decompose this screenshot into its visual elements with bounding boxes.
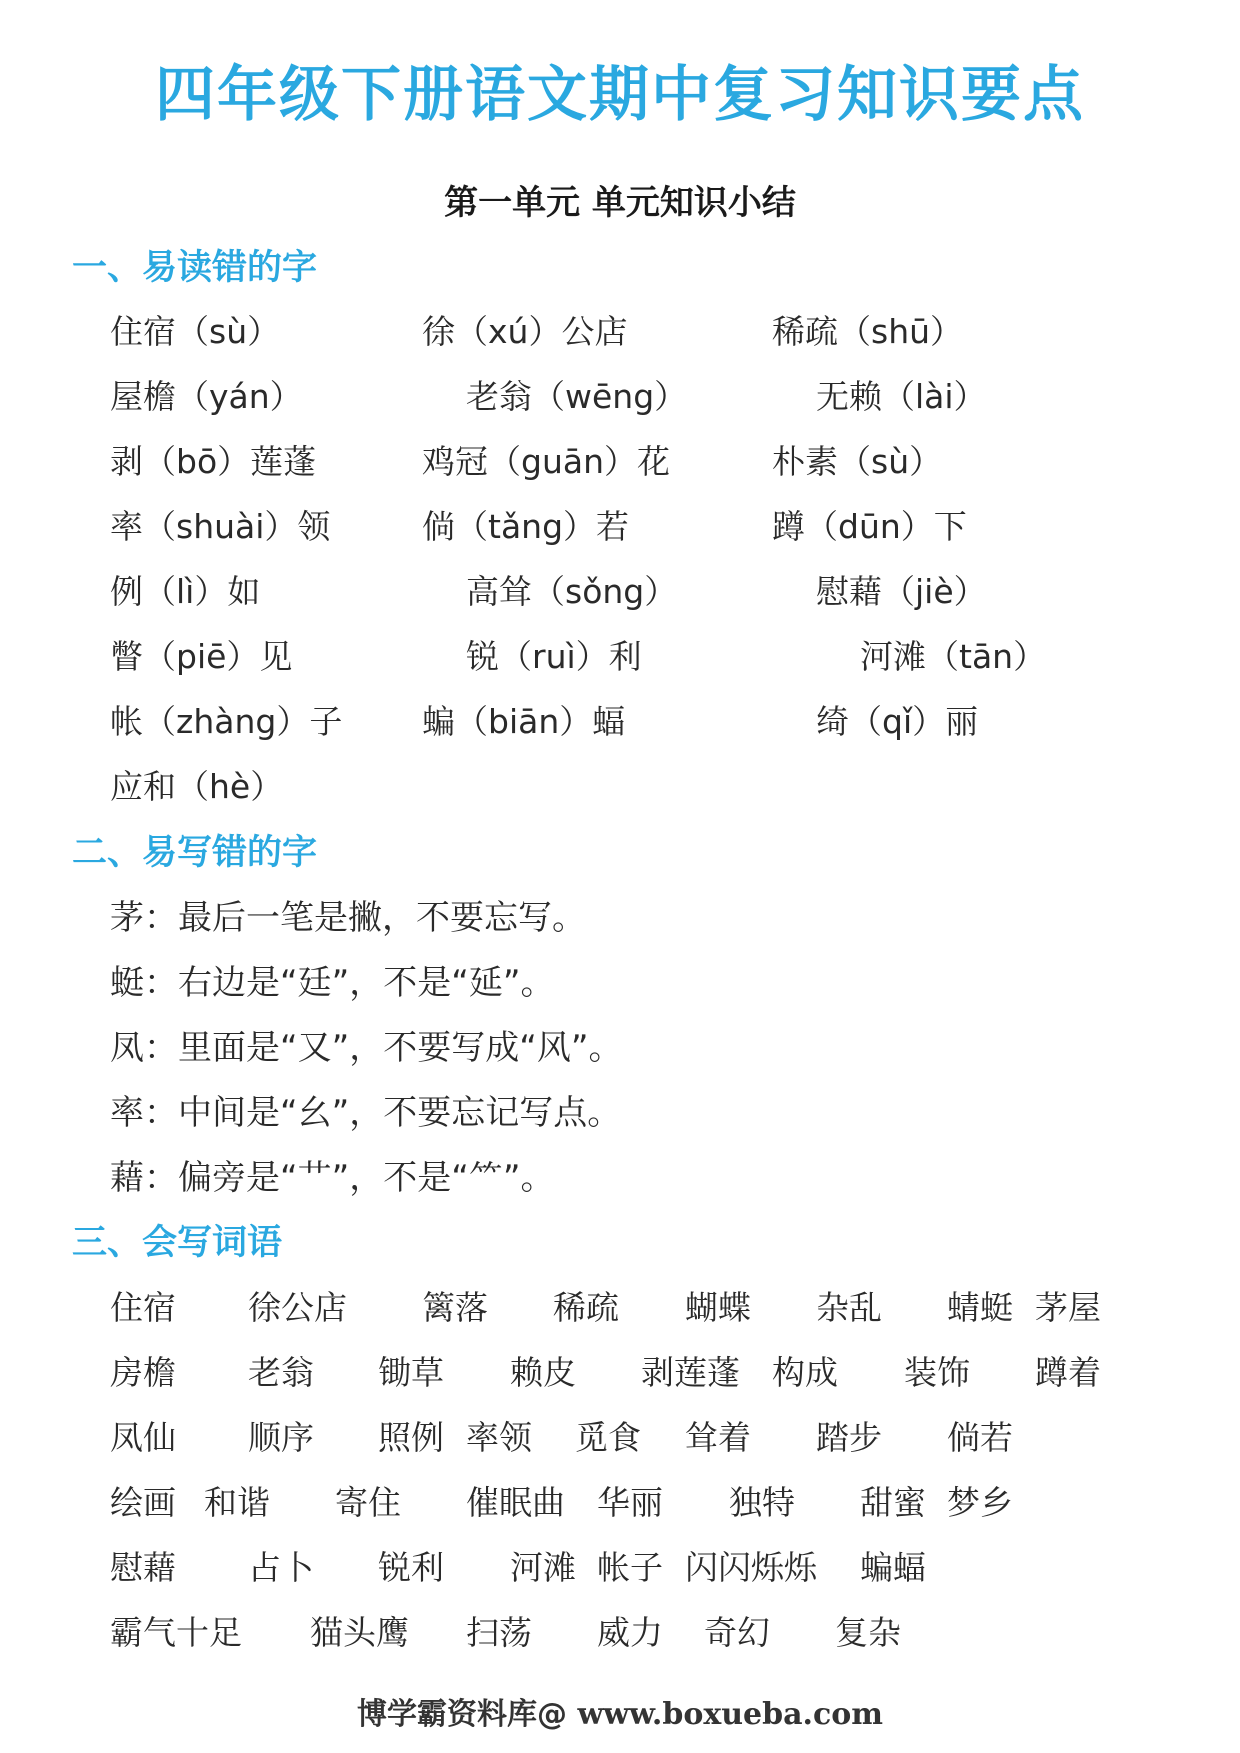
unit-title: 第一单元 单元知识小结 [444, 183, 796, 223]
list-item: 住宿 [110, 1288, 176, 1327]
list-item: 蝴蝶 [685, 1288, 751, 1327]
list-item: 帐（zhàng）子 [110, 702, 343, 741]
table-row [0, 1538, 1240, 1598]
table-row [0, 302, 1240, 362]
table-row [0, 432, 1240, 492]
list-item: 屋檐（yán） [110, 377, 303, 416]
list-item: 河滩 [510, 1548, 576, 1587]
table-row [0, 1278, 1240, 1338]
table-row [0, 367, 1240, 427]
list-item: 甜蜜 [860, 1483, 926, 1522]
list-item: 复杂 [835, 1613, 901, 1652]
list-item: 锐（ruì）利 [466, 637, 642, 676]
list-item: 蝙（biān）蝠 [422, 702, 626, 741]
list-item: 蹲（dūn）下 [772, 507, 967, 546]
list-item: 老翁 [248, 1353, 314, 1392]
list-item: 寄住 [335, 1483, 401, 1522]
list-item: 构成 [772, 1353, 838, 1392]
list-item: 慰藉 [110, 1548, 176, 1587]
section-heading-2: 二、易写错的字 [72, 833, 318, 873]
watermark-at: @ [536, 1697, 567, 1732]
list-item: 独特 [729, 1483, 795, 1522]
page-title: 四年级下册语文期中复习知识要点 [155, 60, 1085, 130]
list-item: 绮（qǐ）丽 [816, 702, 979, 741]
list-item: 剥莲蓬 [641, 1353, 740, 1392]
list-item: 照例 [378, 1418, 444, 1457]
list-item: 徐（xú）公店 [422, 312, 628, 351]
list-item: 剥（bō）莲蓬 [110, 442, 317, 481]
table-row [0, 1408, 1240, 1468]
list-item: 住宿（sù） [110, 312, 281, 351]
list-item: 杂乱 [816, 1288, 882, 1327]
list-item: 倘若 [947, 1418, 1013, 1457]
watermark [0, 1690, 1240, 1740]
list-item: 踏步 [816, 1418, 882, 1457]
list-item: 霸气十足 [110, 1613, 242, 1652]
list-item: 率领 [466, 1418, 532, 1457]
list-item: 蜻蜓 [947, 1288, 1013, 1327]
list-item: 倘（tǎng）若 [422, 507, 630, 546]
list-item: 鸡冠（guān）花 [422, 442, 670, 481]
list-item: 催眠曲 [466, 1483, 565, 1522]
list-item: 篱落 [422, 1288, 488, 1327]
list-item: 凤仙 [110, 1418, 176, 1457]
list-item: 老翁（wēng） [466, 377, 688, 416]
list-item: 扫荡 [466, 1613, 532, 1652]
list-item: 帐子 [597, 1548, 663, 1587]
list-item: 高耸（sǒng） [466, 572, 678, 611]
list-item: 房檐 [110, 1353, 176, 1392]
list-item: 猫头鹰 [310, 1613, 409, 1652]
list-item: 率（shuài）领 [110, 507, 331, 546]
list-item: 和谐 [204, 1483, 270, 1522]
table-row [0, 757, 1240, 817]
list-item: 例（lì）如 [110, 572, 261, 611]
list-item: 占卜 [248, 1548, 314, 1587]
list-item: 河滩（tān） [860, 637, 1047, 676]
list-item: 无赖（lài） [816, 377, 987, 416]
list-item: 蹲着 [1035, 1353, 1101, 1392]
list-item: 应和（hè） [110, 767, 284, 806]
table-row [0, 562, 1240, 622]
list-item: 茅：最后一笔是撇，不要忘写。 [110, 898, 586, 938]
section-heading-3: 三、会写词语 [72, 1223, 283, 1263]
list-item: 稀疏 [553, 1288, 619, 1327]
table-row [0, 627, 1240, 687]
table-row [0, 1603, 1240, 1663]
table-row [0, 1473, 1240, 1533]
table-row [0, 1343, 1240, 1403]
list-item: 威力 [597, 1613, 663, 1652]
list-item: 锐利 [378, 1548, 444, 1587]
list-item: 锄草 [378, 1353, 444, 1392]
list-item: 绘画 [110, 1483, 176, 1522]
list-item: 率：中间是“幺”，不要忘记写点。 [110, 1093, 622, 1133]
table-row [0, 692, 1240, 752]
list-item: 闪闪烁烁 [685, 1548, 817, 1587]
section-heading-1: 一、易读错的字 [72, 248, 318, 288]
list-item: 藉：偏旁是“艹”，不是“⺮”。 [110, 1158, 555, 1198]
list-item: 觅食 [575, 1418, 641, 1457]
list-item: 奇幻 [704, 1613, 770, 1652]
list-item: 耸着 [685, 1418, 751, 1457]
list-item: 朴素（sù） [772, 442, 943, 481]
list-item: 慰藉（jiè） [816, 572, 987, 611]
watermark-url: www.boxueba.com [577, 1697, 883, 1732]
list-item: 茅屋 [1035, 1288, 1101, 1327]
list-item: 蝙蝠 [860, 1548, 926, 1587]
list-item: 华丽 [597, 1483, 663, 1522]
table-row [0, 497, 1240, 557]
list-item: 顺序 [248, 1418, 314, 1457]
list-item: 装饰 [904, 1353, 970, 1392]
list-item: 蜓：右边是“廷”，不是“延”。 [110, 963, 555, 1003]
list-item: 徐公店 [248, 1288, 347, 1327]
list-item: 凤：里面是“又”，不要写成“风”。 [110, 1028, 623, 1068]
list-item: 瞥（piē）见 [110, 637, 293, 676]
list-item: 赖皮 [510, 1353, 576, 1392]
list-item: 稀疏（shū） [772, 312, 964, 351]
watermark-site-name: 博学霸资料库 [356, 1697, 537, 1732]
list-item: 梦乡 [947, 1483, 1013, 1522]
